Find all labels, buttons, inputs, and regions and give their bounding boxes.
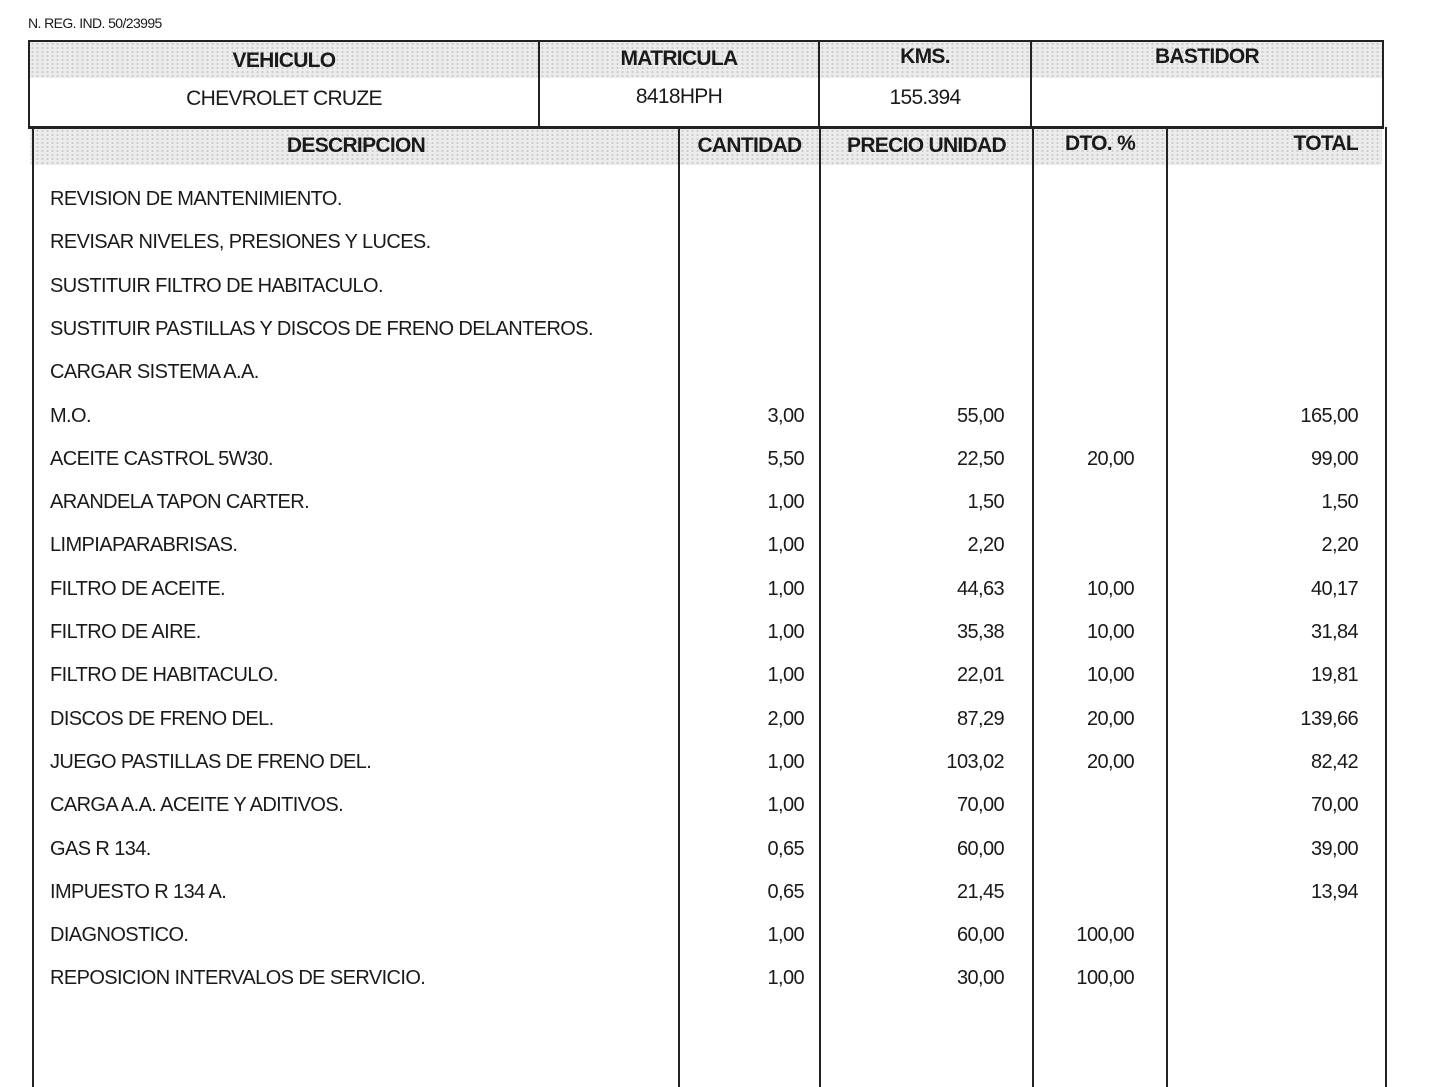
table-row (0, 654, 1440, 697)
table-row (0, 828, 1440, 871)
row-quantity: 1,00 (767, 924, 804, 947)
row-total: 82,42 (1310, 750, 1358, 773)
label-kms: KMS. (900, 45, 950, 68)
row-description: CARGAR SISTEMA A.A. (50, 361, 259, 384)
table-row (0, 784, 1440, 827)
row-description: SUSTITUIR FILTRO DE HABITACULO. (50, 274, 383, 297)
table-row (0, 741, 1440, 784)
row-description: JUEGO PASTILLAS DE FRENO DEL. (50, 750, 372, 773)
col-total: TOTAL (1293, 132, 1358, 155)
row-quantity: 0,65 (767, 837, 804, 860)
col-dto: DTO. % (1064, 132, 1136, 155)
value-matricula: 8418HPH (635, 85, 723, 108)
row-total: 31,84 (1310, 621, 1358, 643)
col-descripcion: DESCRIPCION (286, 134, 426, 157)
label-bastidor: BASTIDOR (1154, 45, 1260, 68)
row-description: FILTRO DE AIRE. (50, 621, 201, 643)
row-description: SUSTITUIR PASTILLAS Y DISCOS DE FRENO DELANTEROS. (50, 317, 593, 340)
row-quantity: 5,50 (767, 447, 804, 470)
table-row (0, 481, 1440, 524)
row-quantity: 1,00 (767, 794, 804, 817)
row-discount: 100,00 (1076, 967, 1134, 990)
row-quantity: 1,00 (767, 621, 804, 643)
row-total: 165,00 (1300, 404, 1358, 427)
row-quantity: 1,00 (767, 491, 804, 514)
table-row (0, 871, 1440, 914)
registry-number: N. REG. IND. 50/23995 (28, 15, 162, 31)
row-quantity: 3,00 (767, 404, 804, 427)
row-quantity: 1,00 (767, 750, 804, 773)
table-row (0, 178, 1440, 221)
row-unit-price: 1,50 (967, 491, 1004, 514)
row-discount: 20,00 (1086, 750, 1134, 773)
right-border (1382, 40, 1384, 128)
value-bastidor (1032, 81, 1382, 115)
table-row (0, 914, 1440, 957)
row-total: 39,00 (1310, 837, 1358, 860)
row-description: REVISAR NIVELES, PRESIONES Y LUCES. (50, 231, 431, 254)
row-description: REPOSICION INTERVALOS DE SERVICIO. (50, 967, 426, 990)
row-unit-price: 21,45 (956, 880, 1004, 903)
table-row (0, 221, 1440, 264)
row-quantity: 1,00 (767, 534, 804, 557)
row-total: 19,81 (1310, 664, 1358, 687)
row-description: ACEITE CASTROL 5W30. (50, 447, 273, 470)
row-description: DISCOS DE FRENO DEL. (50, 707, 274, 730)
row-total: 70,00 (1310, 794, 1358, 817)
row-unit-price: 44,63 (956, 577, 1004, 600)
row-unit-price: 2,20 (967, 534, 1004, 557)
row-description: ARANDELA TAPON CARTER. (50, 491, 310, 514)
row-quantity: 1,00 (767, 664, 804, 687)
row-description: M.O. (50, 404, 91, 427)
table-row (0, 698, 1440, 741)
row-total: 99,00 (1310, 447, 1358, 470)
table-row (0, 395, 1440, 438)
row-unit-price: 60,00 (956, 924, 1004, 947)
col-cantidad: CANTIDAD (697, 134, 802, 157)
row-unit-price: 35,38 (956, 621, 1004, 643)
table-row (0, 438, 1440, 481)
row-discount: 10,00 (1086, 621, 1134, 643)
row-unit-price: 55,00 (956, 404, 1004, 427)
row-discount: 100,00 (1076, 924, 1134, 947)
row-discount: 10,00 (1086, 577, 1134, 600)
row-discount: 20,00 (1086, 447, 1134, 470)
row-unit-price: 60,00 (956, 837, 1004, 860)
row-unit-price: 103,02 (946, 750, 1004, 773)
row-total: 13,94 (1310, 880, 1358, 903)
table-row (0, 308, 1440, 351)
row-description: FILTRO DE HABITACULO. (50, 664, 278, 687)
row-unit-price: 70,00 (956, 794, 1004, 817)
row-unit-price: 22,50 (956, 447, 1004, 470)
row-unit-price: 87,29 (956, 707, 1004, 730)
row-description: GAS R 134. (50, 837, 151, 860)
row-quantity: 1,00 (767, 967, 804, 990)
col-precio-unidad: PRECIO UNIDAD (847, 134, 1006, 157)
row-unit-price: 22,01 (956, 664, 1004, 687)
row-discount: 20,00 (1086, 707, 1134, 730)
row-description: CARGA A.A. ACEITE Y ADITIVOS. (50, 794, 344, 817)
row-total: 2,20 (1321, 534, 1358, 557)
row-total: 139,66 (1300, 707, 1358, 730)
table-row (0, 351, 1440, 394)
row-description: REVISION DE MANTENIMIENTO. (50, 188, 342, 210)
row-description: LIMPIAPARABRISAS. (50, 534, 238, 557)
table-row (0, 611, 1440, 654)
row-quantity: 1,00 (767, 577, 804, 600)
row-quantity: 0,65 (767, 880, 804, 903)
table-row (0, 957, 1440, 1000)
row-unit-price: 30,00 (956, 967, 1004, 990)
label-vehiculo: VEHICULO (232, 49, 336, 72)
row-total: 1,50 (1321, 491, 1358, 514)
value-vehiculo: CHEVROLET CRUZE (186, 87, 382, 110)
table-row (0, 524, 1440, 567)
row-description: IMPUESTO R 134 A. (50, 880, 227, 903)
table-row (0, 568, 1440, 611)
row-description: FILTRO DE ACEITE. (50, 577, 226, 600)
row-discount: 10,00 (1086, 664, 1134, 687)
value-kms: 155.394 (889, 86, 961, 109)
row-total: 40,17 (1310, 577, 1358, 600)
row-description: DIAGNOSTICO. (50, 924, 189, 947)
row-quantity: 2,00 (767, 707, 804, 730)
table-row (0, 265, 1440, 308)
label-matricula: MATRICULA (620, 47, 738, 70)
